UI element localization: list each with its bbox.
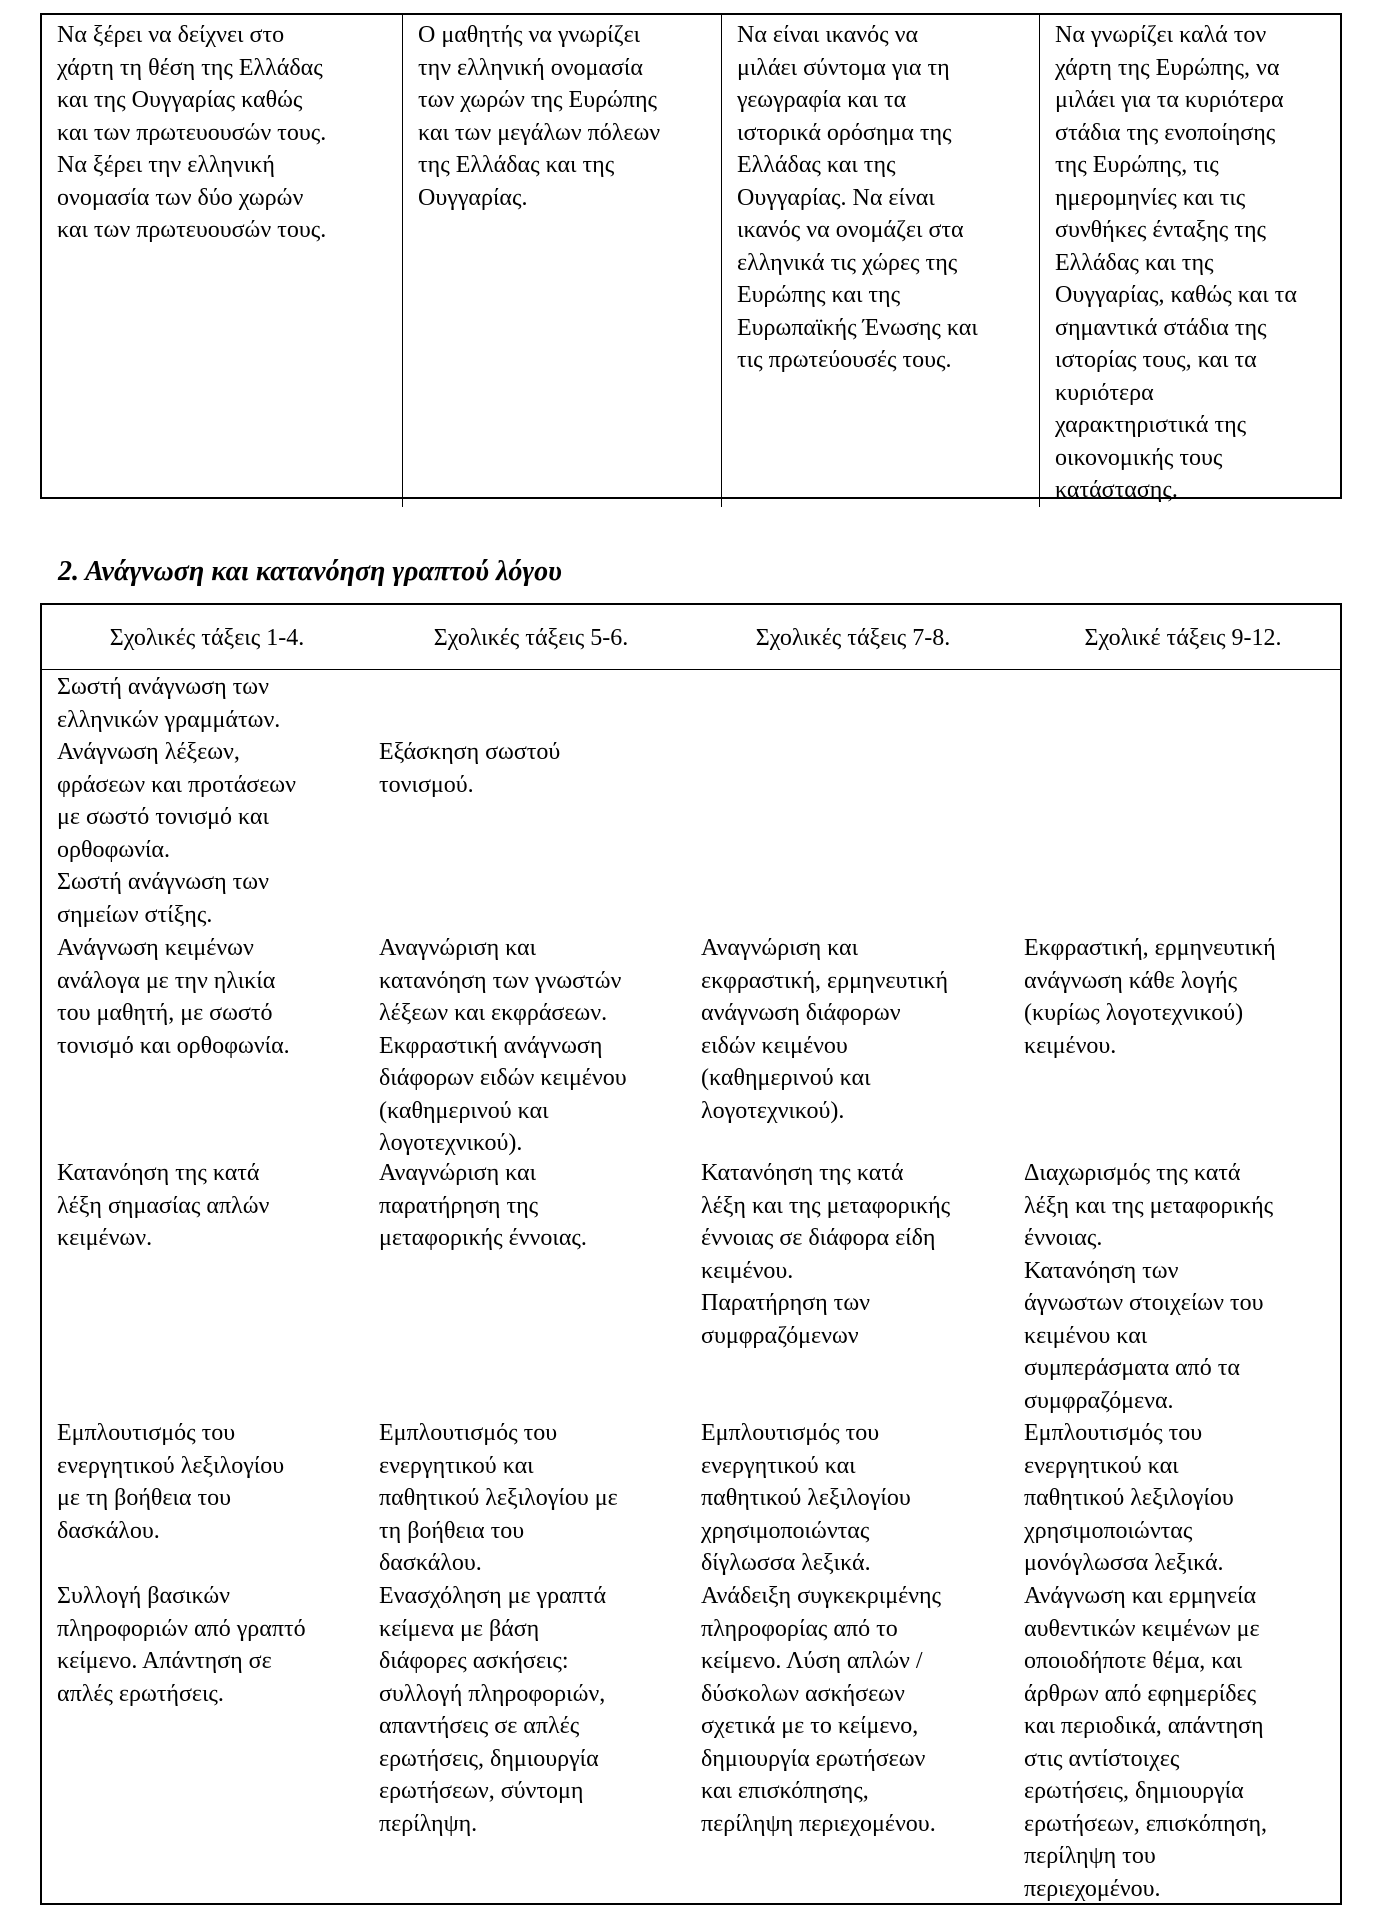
curriculum-table-continued: [40, 13, 1342, 503]
table-cell-grades-9-12: Να γνωρίζει καλά τον χάρτη της Ευρώπης, να μιλάει για τα κυριότερα στάδια της ενοποίησης της Ευρώπης, τις ημερομηνίες και τις συνθήκες ένταξης της Ελλάδας και της Ουγγαρίας, καθώς και τα σημαντικά στάδια της ιστορίας τους, και τα κυριότερα χαρακτηριστικά της οικονομικής τους κατάστασης.: [1055, 22, 1297, 503]
column-header-grades-9-12: Σχολικέ τάξεις 9-12.: [1084, 625, 1282, 651]
table-cell: Ανάγνωση και ερμηνεία αυθεντικών κειμένων με οποιοδήποτε θέμα, και άρθρων από εφημερίδες και περιοδικά, απάντηση στις αντίστοιχες ερωτήσεις, δημιουργία ερωτήσεων, επισκόπηση, περίληψη του περιεχομένου.: [1024, 1583, 1268, 1902]
table-cell: Ενασχόληση με γραπτά κείμενα με βάση διάφορες ασκήσεις: συλλογή πληροφοριών, απαντήσεις σε απλές ερωτήσεις, δημιουργία ερωτήσεων, σύντομη περίληψη.: [379, 1583, 607, 1837]
reading-comprehension-table: [40, 603, 1342, 1905]
table-cell: Ανάδειξη συγκεκριμένης πληροφορίας από το κείμενο. Λύση απλών / δύσκολων ασκήσεων σχετικά με το κείμενο, δημιουργία ερωτήσεων και επισκόπησης, περίληψη περιεχομένου.: [701, 1583, 942, 1837]
table-cell-grades-1-4: Να ξέρει να δείχνει στο χάρτη τη θέση της Ελλάδας και της Ουγγαρίας καθώς και των πρωτευουσών τους. Να ξέρει την ελληνική ονομασία των δύο χωρών και των πρωτευουσών τους.: [42, 15, 403, 507]
table-cell: Αναγνώριση και κατανόηση των γνωστών λέξεων και εκφράσεων. Εκφραστική ανάγνωση διάφορων ειδών κειμένου (καθημερινού και λογοτεχνικού).: [379, 935, 627, 1156]
section-heading: 2. Ανάγνωση και κατανόηση γραπτού λόγου: [58, 556, 562, 587]
table-cell: Σωστή ανάγνωση των ελληνικών γραμμάτων. Ανάγνωση λέξεων, φράσεων και προτάσεων με σωστό τονισμό και ορθοφωνία. Σωστή ανάγνωση των σημείων στίξης.: [57, 674, 296, 928]
table-cell: Εμπλουτισμός του ενεργητικού και παθητικού λεξιλογίου με τη βοήθεια του δασκάλου.: [379, 1420, 618, 1576]
table-cell: Διαχωρισμός της κατά λέξη και της μεταφορικής έννοιας. Κατανόηση των άγνωστων στοιχείων του κειμένου και συμπεράσματα από τα συμφραζόμενα.: [1024, 1160, 1274, 1414]
table-cell: Ανάγνωση κειμένων ανάλογα με την ηλικία του μαθητή, με σωστό τονισμό και ορθοφωνία.: [57, 935, 290, 1059]
table-cell-grades-5-6: Ο μαθητής να γνωρίζει την ελληνική ονομασία των χωρών της Ευρώπης και των μεγάλων πόλεων της Ελλάδας και της Ουγγαρίας.: [403, 15, 722, 507]
column-header-grades-7-8: Σχολικές τάξεις 7-8.: [755, 625, 951, 651]
table-cell: Εμπλουτισμός του ενεργητικού και παθητικού λεξιλογίου χρησιμοποιώντας μονόγλωσσα λεξικά.: [1024, 1420, 1234, 1576]
table-header-row: [42, 605, 1340, 670]
column-header-grades-1-4: Σχολικές τάξεις 1-4.: [109, 625, 305, 651]
table-cell-grades-7-8: Να είναι ικανός να μιλάει σύντομα για τη γεωγραφία και τα ιστορικά ορόσημα της Ελλάδας και της Ουγγαρίας. Να είναι ικανός να ονομάζει στα ελληνικά τις χώρες της Ευρώπης και της Ευρωπαϊκής Ένωσης και τις πρωτεύουσές τους.: [722, 15, 1040, 507]
table-cell: Αναγνώριση και εκφραστική, ερμηνευτική ανάγνωση διάφορων ειδών κειμένου (καθημερινού και λογοτεχνικού).: [701, 935, 949, 1124]
table-cell: Εμπλουτισμός του ενεργητικού και παθητικού λεξιλογίου χρησιμοποιώντας δίγλωσσα λεξικά.: [701, 1420, 911, 1576]
table-cell: Εκφραστική, ερμηνευτική ανάγνωση κάθε λογής (κυρίως λογοτεχνικού) κειμένου.: [1024, 935, 1276, 1059]
table-cell: Εξάσκηση σωστού τονισμού.: [379, 739, 561, 798]
table-cell: Εμπλουτισμός του ενεργητικού λεξιλογίου με τη βοήθεια του δασκάλου.: [57, 1420, 285, 1544]
table-cell: Συλλογή βασικών πληροφοριών από γραπτό κείμενο. Απάντηση σε απλές ερωτήσεις.: [57, 1583, 306, 1707]
table-cell: Αναγνώριση και παρατήρηση της μεταφορικής έννοιας.: [379, 1160, 587, 1251]
table-cell: Κατανόηση της κατά λέξη και της μεταφορικής έννοιας σε διάφορα είδη κειμένου. Παρατήρηση των συμφραζόμενων: [701, 1160, 951, 1349]
column-header-grades-5-6: Σχολικές τάξεις 5-6.: [433, 625, 629, 651]
table-cell: Κατανόηση της κατά λέξη σημασίας απλών κειμένων.: [57, 1160, 270, 1251]
